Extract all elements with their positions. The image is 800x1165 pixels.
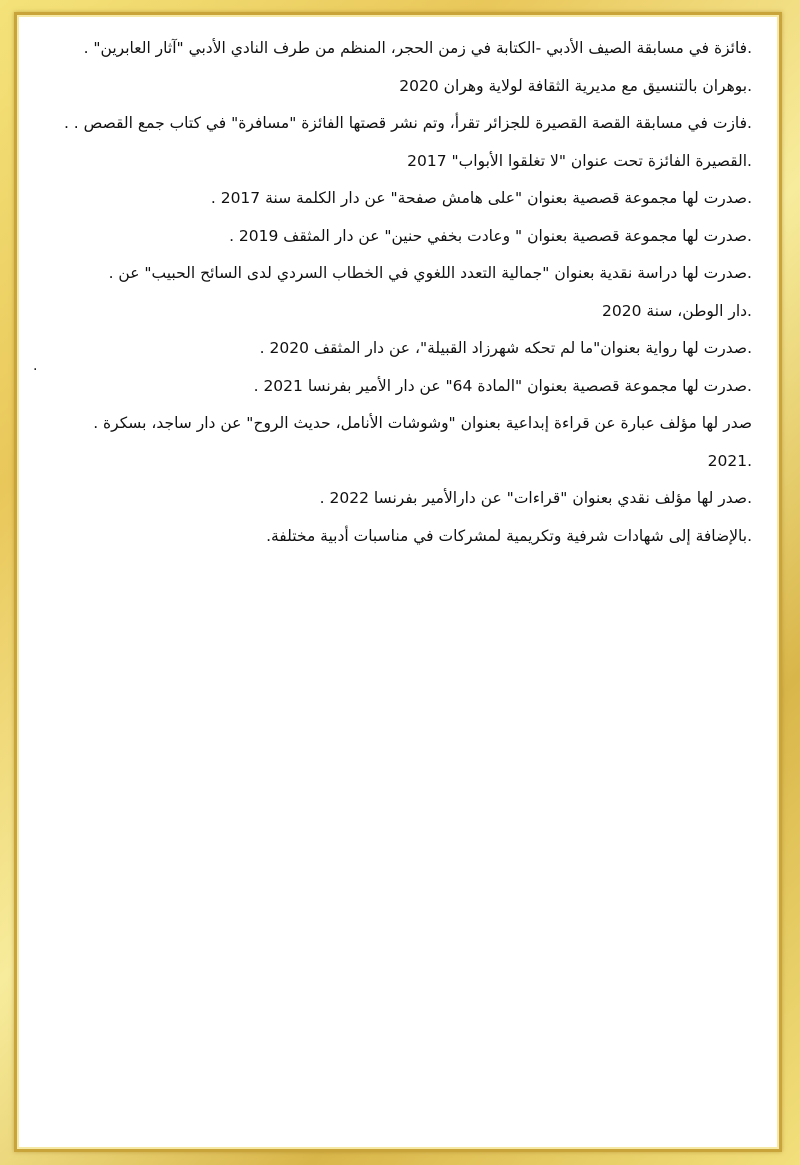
text-line-9: .صدرت لها رواية بعنوان"ما لم تحكه شهرزاد القبيلة"، عن دار المثقف 2020 . (259, 339, 752, 357)
text-line-14: .بالإضافة إلى شهادات شرفية وتكريمية لمشركات في مناسبات أدبية مختلفة. (266, 526, 752, 545)
document-body (30, 30, 752, 555)
text-line-2: .بوهران بالتنسيق مع مديرية الثقافة لولاية وهران 2020 (399, 76, 752, 95)
stray-dot: . (33, 358, 38, 374)
text-line-13: .صدر لها مؤلف نقدي بعنوان "قراءات" عن دارالأمير بفرنسا 2022 . (319, 489, 752, 507)
text-line-6: .صدرت لها مجموعة قصصية بعنوان " وعادت بخفي حنين" عن دار المثقف 2019 . (229, 226, 752, 245)
text-line-8: .دار الوطن، سنة 2020 (601, 301, 752, 320)
text-line-7: .صدرت لها دراسة نقدية بعنوان "جمالية التعدد اللغوي في الخطاب السردي لدى السائح الحبيب" عن . (108, 264, 752, 282)
text-line-3: .فازت في مسابقة القصة القصيرة للجزائر تقرأ، وتم نشر قصتها الفائزة "مسافرة" في كتاب جمع القصص . . (63, 114, 752, 132)
text-line-11: صدر لها مؤلف عبارة عن قراءة إبداعية بعنوان "وشوشات الأنامل، حديث الروح" عن دار ساجد، بسكرة . (93, 414, 752, 432)
text-line-12: 2021. (707, 451, 752, 470)
text-line-4: .القصيرة الفائزة تحت عنوان "لا تغلقوا الأبواب" 2017 (407, 151, 752, 170)
text-line-10: .صدرت لها مجموعة قصصية بعنوان "المادة 64" عن دار الأمير بفرنسا 2021 . (253, 376, 752, 395)
text-line-1: .فائزة في مسابقة الصيف الأدبي -الكتابة في زمن الحجر، المنظم من طرف النادي الأدبي "آثار العابرين" . (83, 39, 752, 57)
text-line-5: .صدرت لها مجموعة قصصية بعنوان "على هامش صفحة" عن دار الكلمة سنة 2017 . (210, 189, 752, 207)
